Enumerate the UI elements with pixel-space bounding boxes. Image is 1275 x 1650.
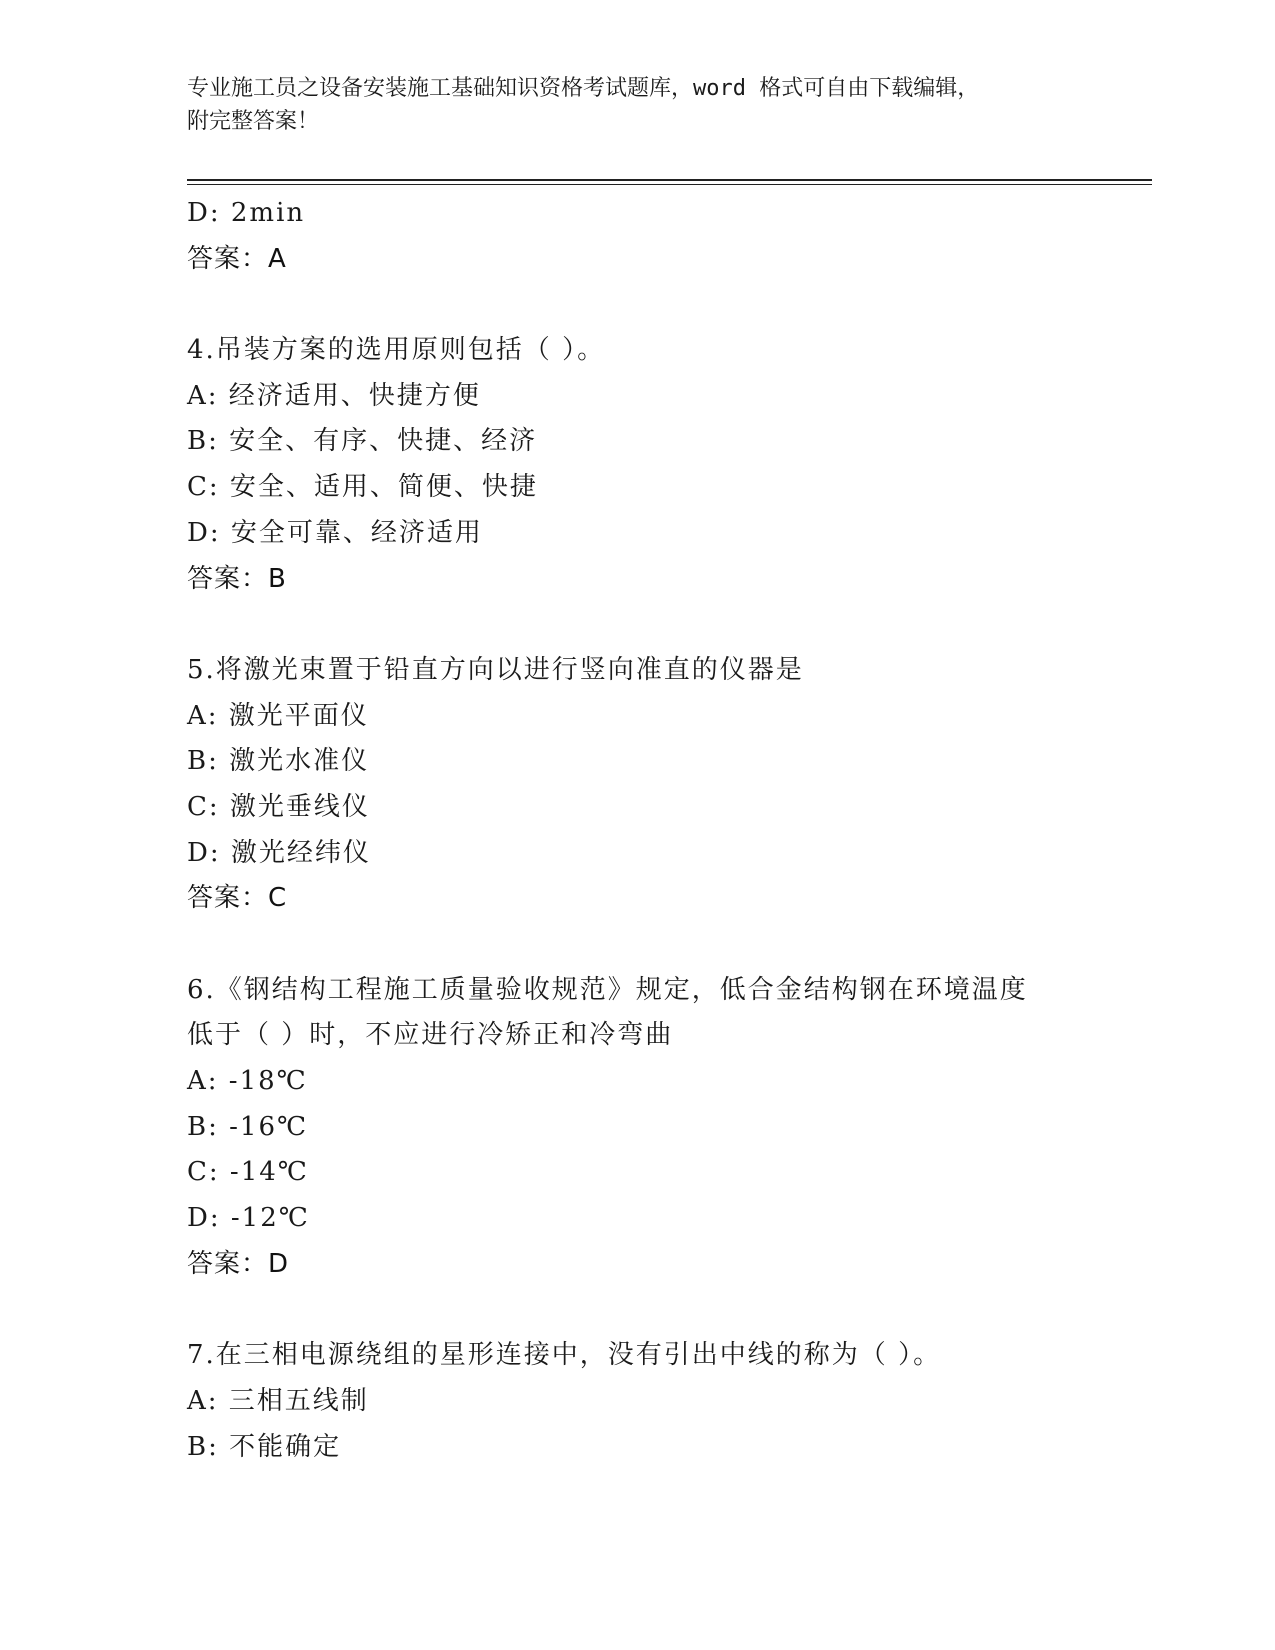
answer-line: 答案：C bbox=[187, 883, 288, 914]
spacer bbox=[187, 282, 1137, 328]
option-line: D: 2min bbox=[187, 198, 306, 228]
option-line: B: 激光水准仪 bbox=[187, 746, 370, 777]
option-line: A: 三相五线制 bbox=[187, 1385, 369, 1416]
option-line: D: -12℃ bbox=[187, 1203, 310, 1234]
answer-line: 答案：B bbox=[187, 563, 287, 594]
answer-line: 答案：D bbox=[187, 1248, 290, 1279]
answer-line: 答案：A bbox=[187, 243, 287, 274]
header-line-2: 附完整答案！ bbox=[187, 109, 320, 134]
header-rule-thick bbox=[187, 179, 1152, 181]
option-line: B: 安全、有序、快捷、经济 bbox=[187, 426, 538, 457]
option-line: A: 激光平面仪 bbox=[187, 700, 369, 731]
header-rule-thin bbox=[187, 184, 1152, 185]
header-line-1: 专业施工员之设备安装施工基础知识资格考试题库，word 格式可自由下载编辑， bbox=[187, 76, 980, 101]
spacer bbox=[187, 1288, 1137, 1334]
question-text: 6.《钢结构工程施工质量验收规范》规定，低合金结构钢在环境温度 bbox=[187, 974, 1028, 1005]
option-line: B: -16℃ bbox=[187, 1111, 309, 1142]
option-line: A: 经济适用、快捷方便 bbox=[187, 380, 481, 411]
question-text: 4.吊装方案的选用原则包括（ ）。 bbox=[187, 335, 606, 366]
spacer bbox=[187, 922, 1137, 968]
option-line: B: 不能确定 bbox=[187, 1431, 342, 1462]
option-line: A: -18℃ bbox=[187, 1066, 308, 1097]
question-text: 7.在三相电源绕组的星形连接中，没有引出中线的称为（ ）。 bbox=[187, 1340, 942, 1371]
spacer bbox=[187, 602, 1137, 648]
question-list bbox=[187, 191, 1137, 1470]
page-header bbox=[187, 72, 1067, 138]
option-line: D: 激光经纬仪 bbox=[187, 837, 371, 868]
option-line: D: 安全可靠、经济适用 bbox=[187, 517, 483, 548]
question-text-continued: 低于（ ）时，不应进行冷矫正和冷弯曲 bbox=[187, 1020, 674, 1051]
question-text: 5.将激光束置于铅直方向以进行竖向准直的仪器是 bbox=[187, 654, 804, 685]
option-line: C: 安全、适用、简便、快捷 bbox=[187, 472, 538, 503]
option-line: C: 激光垂线仪 bbox=[187, 791, 370, 822]
option-line: C: -14℃ bbox=[187, 1157, 309, 1188]
